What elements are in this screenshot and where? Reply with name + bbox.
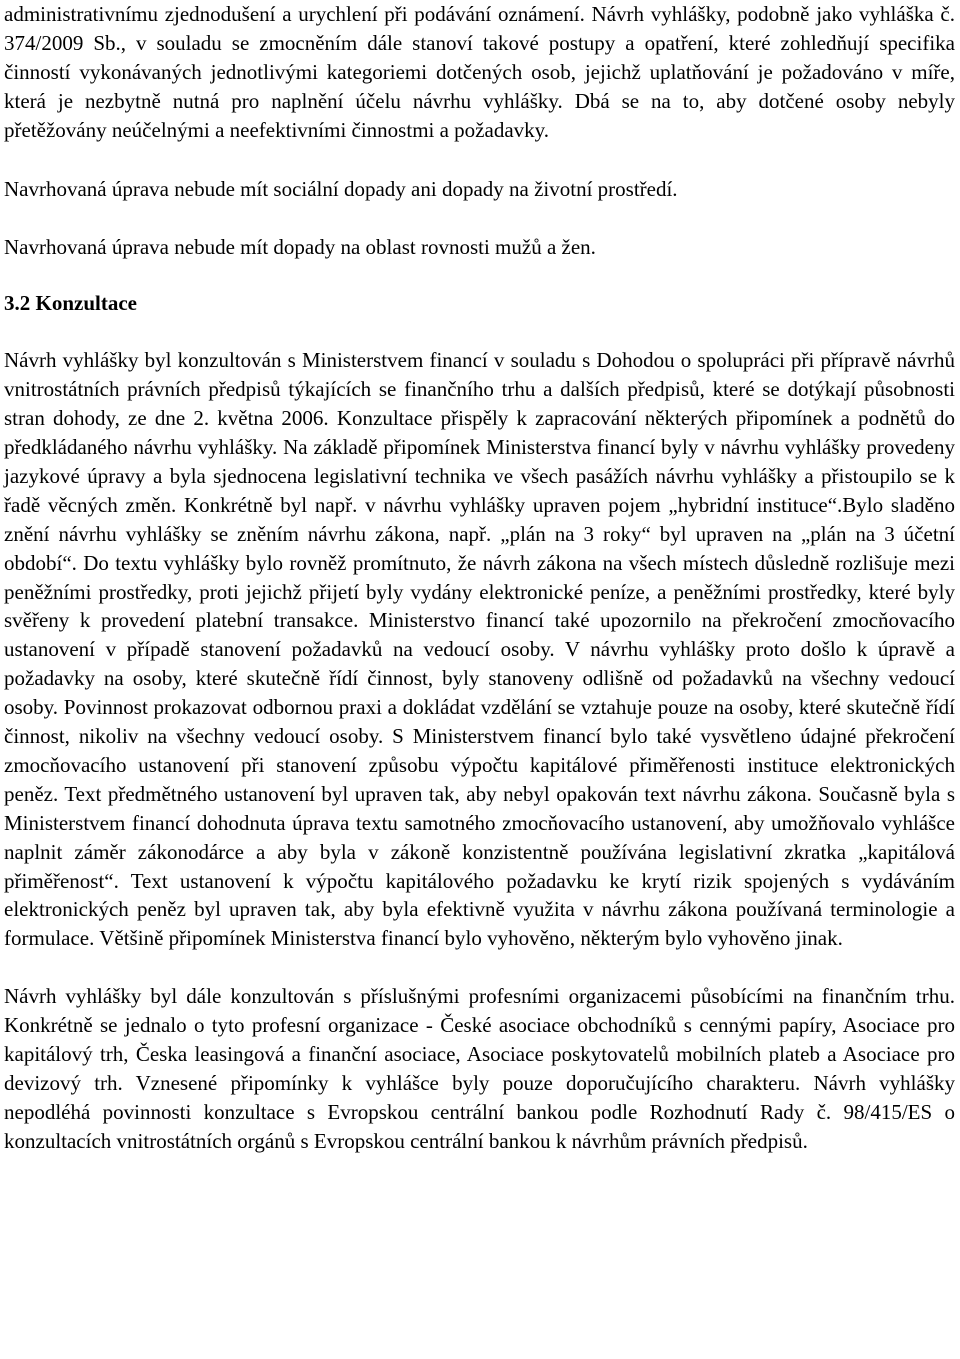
social-impact-paragraph: Navrhovaná úprava nebude mít sociální dopady ani dopady na životní prostředí.: [4, 176, 678, 201]
professional-organizations-paragraph: Návrh vyhlášky byl dále konzultován s příslušnými profesními organizacemi působícími na finančním trhu. Konkrétně se jednalo o tyto profesní organizace - České asociace obchodníků s cennými papíry, Asociace pro kapitálový trh, Česka leasingová a finanční asociace, Asociace poskytovatelů mobilních plateb a Asociace pro devizový trh. Vznesené připomínky k vyhlášce byly pouze doporučujícího charakteru. Návrh vyhlášky nepodléhá povinnosti konzultace s Evropskou centrální bankou podle Rozhodnutí Rady č. 98/415/ES o konzultacích vnitrostátních orgánů s Evropskou centrální bankou k návrhům právních předpisů.: [4, 984, 955, 1153]
gender-impact-paragraph: Navrhovaná úprava nebude mít dopady na oblast rovnosti mužů a žen.: [4, 235, 596, 260]
consultation-paragraph: Návrh vyhlášky byl konzultován s Ministerstvem financí v souladu s Dohodou o spolupráci při přípravě návrhů vnitrostátních právních předpisů týkajících se finančního trhu a dalších předpisů, které se dotýkají působnosti stran dohody, ze dne 2. května 2006. Konzultace přispěly k zapracování některých připomínek a podnětů do předkládaného návrhu vyhlášky. Na základě připomínek Ministerstva financí byly v návrhu vyhlášky provedeny jazykové úpravy a byla sjednocena legislativní technika ve všech pasážích návrhu vyhlášky a přistoupilo se k řadě věcných změn. Konkrétně byl např. v návrhu vyhlášky upraven pojem „hybridní instituce“.Bylo sladěno znění návrhu vyhlášky se zněním návrhu zákona, např. „plán na 3 roky“ byl upraven na „plán na 3 účetní období“. Do textu vyhlášky bylo rovněž promítnuto, že návrh zákona na všech místech důsledně rozlišuje mezi peněžními prostředky, proti jejichž přijetí byly vydány elektronické peníze, a peněžními prostředky, které byly svěřeny k provedení platební transakce. Ministerstvo financí také upozornilo na překročení zmocňovacího ustanovení v případě stanovení požadavků na vedoucí osoby. V návrhu vyhlášky proto došlo k úpravě a požadavky na osoby, které skutečně řídí činnost, byly stanoveny odlišně od požadavků na všechny vedoucí osoby. Povinnost prokazovat odbornou praxi a dokládat vzdělání se vztahuje pouze na osoby, které skutečně řídí činnost, nikoliv na všechny vedoucí osoby. S Ministerstvem financí bylo také vysvětleno údajné překročení zmocňovacího ustanovení při stanovení způsobu výpočtu kapitálové přiměřenosti instituce elektronických peněz. Text předmětného ustanovení byl upraven tak, aby nebyl opakován text návrhu zákona. Současně byla s Ministerstvem financí dohodnuta úprava textu samotného zmocňovacího ustanovení, aby umožňovalo vyhlášce naplnit záměr zákonodárce a aby byla v zákoně konzistentně používána legislativní zkratka „kapitálová přiměřenost“. Text ustanovení k výpočtu kapitálového požadavku ke krytí rizik spojených s vydáváním elektronických peněz byl upraven tak, aby byla efektivně využita v návrhu zákona používaná terminologie a formulace. Většině připomínek Ministerstva financí bylo vyhověno, některým bylo vyhověno jinak.: [4, 348, 955, 951]
intro-paragraph: administrativnímu zjednodušení a urychlení při podávání oznámení. Návrh vyhlášky, podobně jako vyhláška č. 374/2009 Sb., v souladu se zmocněním dále stanoví takové postupy a opatření, které zohledňují specifika činností vykonávaných jednotlivými kategoriemi dotčených osob, jejichž uplatňování je požadováno v míře, která je nezbytně nutná pro naplnění účelu návrhu vyhlášky. Dbá se na to, aby dotčené osoby nebyly přetěžovány neúčelnými a neefektivními činnostmi a požadavky.: [4, 2, 955, 142]
section-heading: 3.2 Konzultace: [4, 291, 137, 316]
document-page: [4, 0, 955, 1156]
